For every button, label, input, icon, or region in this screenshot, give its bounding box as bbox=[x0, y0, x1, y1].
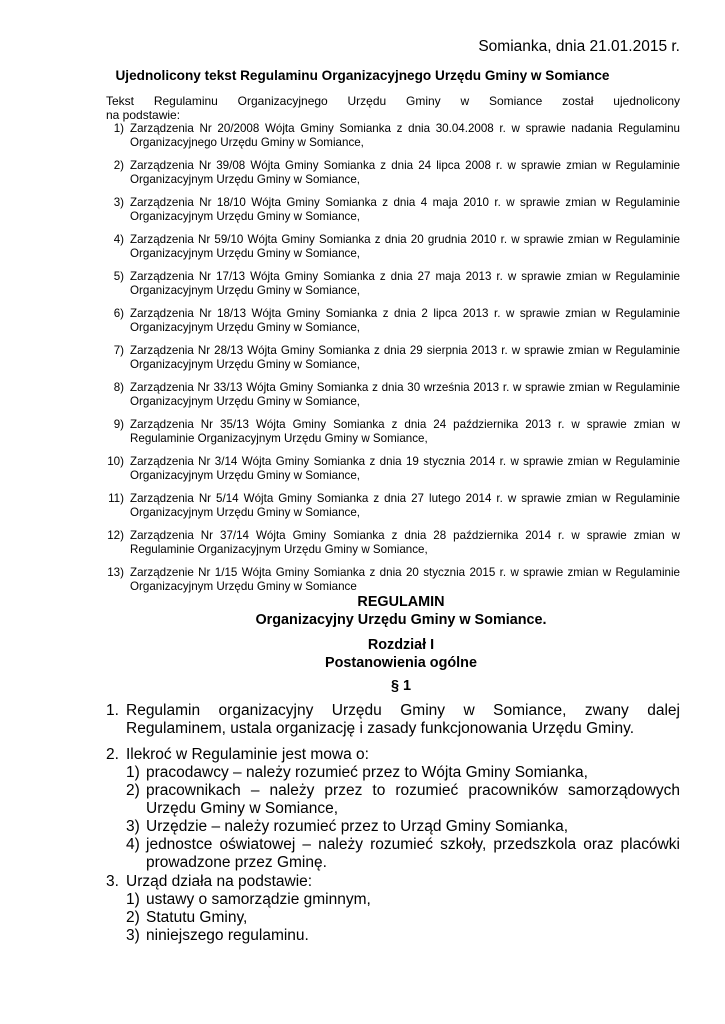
list-item-text: Zarządzenia Nr 18/13 Wójta Gminy Somianka z dnia 2 lipca 2013 r. w sprawie zmian w Regulaminie Organizacyjnym Urzędu Gminy w Somiance, bbox=[130, 307, 680, 334]
ordinance-list bbox=[106, 122, 680, 603]
point-text: Regulamin organizacyjny Urzędu Gminy w Somiance, zwany dalej Regulaminem, ustala organizację i zasady funkcjonowania Urzędu Gminy. bbox=[126, 702, 680, 737]
list-item-number: 10) bbox=[107, 455, 124, 468]
list-item-number: 12) bbox=[107, 529, 124, 542]
list-item-text: Zarządzenia Nr 39/08 Wójta Gminy Somianka z dnia 24 lipca 2008 r. w sprawie zmian w Regulaminie Organizacyjnym Urzędu Gminy w Somiance, bbox=[130, 159, 680, 186]
list-item bbox=[106, 344, 680, 372]
list-item-number: 5) bbox=[113, 270, 124, 283]
list-item-text: Zarządzenia Nr 33/13 Wójta Gminy Somianka z dnia 30 września 2013 r. w sprawie zmian w Regulaminie Organizacyjnym Urzędu Gminy w Somiance, bbox=[130, 381, 680, 408]
list-item-text: Zarządzenia Nr 59/10 Wójta Gminy Somianka z dnia 20 grudnia 2010 r. w sprawie zmian w Regulaminie Organizacyjnym Urzędu Gminy w Somiance, bbox=[130, 233, 680, 260]
list-item-text: Zarządzenia Nr 5/14 Wójta Gminy Somianka z dnia 27 lutego 2014 r. w sprawie zmian w Regulaminie Organizacyjnym Urzędu Gminy w Somiance, bbox=[130, 492, 680, 519]
intro-text-line1: Tekst Regulaminu Organizacyjnego Urzędu Gminy w Somiance został ujednolicony bbox=[106, 94, 680, 108]
regulation-subheading: Organizacyjny Urzędu Gminy w Somiance. bbox=[255, 612, 547, 628]
list-item-number: 6) bbox=[113, 307, 124, 320]
sub-item-number: 2) bbox=[126, 782, 140, 799]
sub-item bbox=[106, 927, 680, 945]
sub-item-text: pracodawcy – należy rozumieć przez to Wójta Gminy Somianka, bbox=[146, 764, 588, 781]
point-number: 3. bbox=[106, 873, 119, 890]
sub-item bbox=[106, 891, 680, 909]
chapter-number: Rozdział I bbox=[367, 637, 435, 653]
list-item-number: 1) bbox=[113, 122, 124, 135]
list-item-text: Zarządzenia Nr 28/13 Wójta Gminy Somianka z dnia 29 sierpnia 2013 r. w sprawie zmian w Regulaminie Organizacyjnym Urzędu Gminy w Somiance, bbox=[130, 344, 680, 371]
list-item bbox=[106, 418, 680, 446]
list-item bbox=[106, 196, 680, 224]
document-title: Ujednolicony tekst Regulaminu Organizacyjnego Urzędu Gminy w Somiance bbox=[115, 68, 610, 83]
point-text: Urząd działa na podstawie: bbox=[126, 873, 313, 890]
sub-item-number: 4) bbox=[126, 836, 140, 853]
sub-item-text: Urzędzie – należy rozumieć przez to Urząd Gminy Somianka, bbox=[146, 818, 569, 835]
regulation-point-3 bbox=[106, 873, 680, 945]
sub-item-text: niniejszego regulaminu. bbox=[146, 927, 309, 944]
list-item bbox=[106, 122, 680, 150]
document-date: Somianka, dnia 21.01.2015 r. bbox=[478, 38, 680, 55]
list-item bbox=[106, 270, 680, 298]
list-item-number: 4) bbox=[113, 233, 124, 246]
list-item bbox=[106, 307, 680, 335]
list-item-number: 2) bbox=[113, 159, 124, 172]
sub-item-text: pracownikach – należy przez to rozumieć pracowników samorządowych Urzędu Gminy w Somiance, bbox=[146, 782, 680, 817]
list-item-text: Zarządzenia Nr 35/13 Wójta Gminy Somianka z dnia 24 października 2013 r. w sprawie zmian w Regulaminie Organizacyjnym Urzędu Gminy w Somiance, bbox=[130, 418, 680, 445]
sub-item bbox=[106, 764, 680, 782]
list-item bbox=[106, 381, 680, 409]
point-number: 1. bbox=[106, 702, 119, 719]
chapter-title: Postanowienia ogólne bbox=[325, 655, 477, 671]
regulation-point-1 bbox=[106, 702, 680, 738]
list-item-text: Zarządzenia Nr 20/2008 Wójta Gminy Somianka z dnia 30.04.2008 r. w sprawie nadania Regulaminu Organizacyjnego Urzędu Gminy w Somiance, bbox=[130, 122, 680, 149]
sub-item-text: Statutu Gminy, bbox=[146, 909, 248, 926]
list-item bbox=[106, 529, 680, 557]
regulation-heading: REGULAMIN bbox=[357, 594, 445, 610]
list-item-number: 9) bbox=[113, 418, 124, 431]
regulation-point-2 bbox=[106, 746, 680, 872]
point-number: 2. bbox=[106, 746, 119, 763]
list-item bbox=[106, 455, 680, 483]
list-item bbox=[106, 566, 680, 594]
sub-item-number: 3) bbox=[126, 927, 140, 944]
sub-item bbox=[106, 909, 680, 927]
list-item-text: Zarządzenia Nr 18/10 Wójta Gminy Somianka z dnia 4 maja 2010 r. w sprawie zmian w Regulaminie Organizacyjnym Urzędu Gminy w Somiance, bbox=[130, 196, 680, 223]
sub-item-number: 2) bbox=[126, 909, 140, 926]
list-item-number: 3) bbox=[113, 196, 124, 209]
list-item-number: 7) bbox=[113, 344, 124, 357]
list-item bbox=[106, 492, 680, 520]
list-item bbox=[106, 159, 680, 187]
list-item-number: 13) bbox=[107, 566, 124, 579]
sub-item-number: 3) bbox=[126, 818, 140, 835]
sub-item bbox=[106, 836, 680, 872]
point-text: Ilekroć w Regulaminie jest mowa o: bbox=[126, 746, 369, 763]
list-item-text: Zarządzenia Nr 3/14 Wójta Gminy Somianka z dnia 19 stycznia 2014 r. w sprawie zmian w Regulaminie Organizacyjnym Urzędu Gminy w Somiance, bbox=[130, 455, 680, 482]
sub-item bbox=[106, 782, 680, 818]
section-paragraph-mark: § 1 bbox=[390, 678, 411, 694]
sub-item-number: 1) bbox=[126, 764, 140, 781]
sub-item-text: ustawy o samorządzie gminnym, bbox=[146, 891, 371, 908]
list-item-number: 8) bbox=[113, 381, 124, 394]
sub-item bbox=[106, 818, 680, 836]
list-item-text: Zarządzenia Nr 17/13 Wójta Gminy Somianka z dnia 27 maja 2013 r. w sprawie zmian w Regulaminie Organizacyjnym Urzędu Gminy w Somiance, bbox=[130, 270, 680, 297]
sub-item-text: jednostce oświatowej – należy rozumieć szkoły, przedszkola oraz placówki prowadzone przez Gminę. bbox=[146, 836, 680, 871]
intro-text-line2: na podstawie: bbox=[106, 108, 181, 122]
list-item-number: 11) bbox=[108, 492, 124, 505]
list-item bbox=[106, 233, 680, 261]
list-item-text: Zarządzenie Nr 1/15 Wójta Gminy Somianka z dnia 20 stycznia 2015 r. w sprawie zmian w Regulaminie Organizacyjnym Urzędu Gminy w Somiance bbox=[130, 566, 680, 593]
sub-item-number: 1) bbox=[126, 891, 140, 908]
list-item-text: Zarządzenia Nr 37/14 Wójta Gminy Somianka z dnia 28 października 2014 r. w sprawie zmian w Regulaminie Organizacyjnym Urzędu Gminy w Somiance, bbox=[130, 529, 680, 556]
